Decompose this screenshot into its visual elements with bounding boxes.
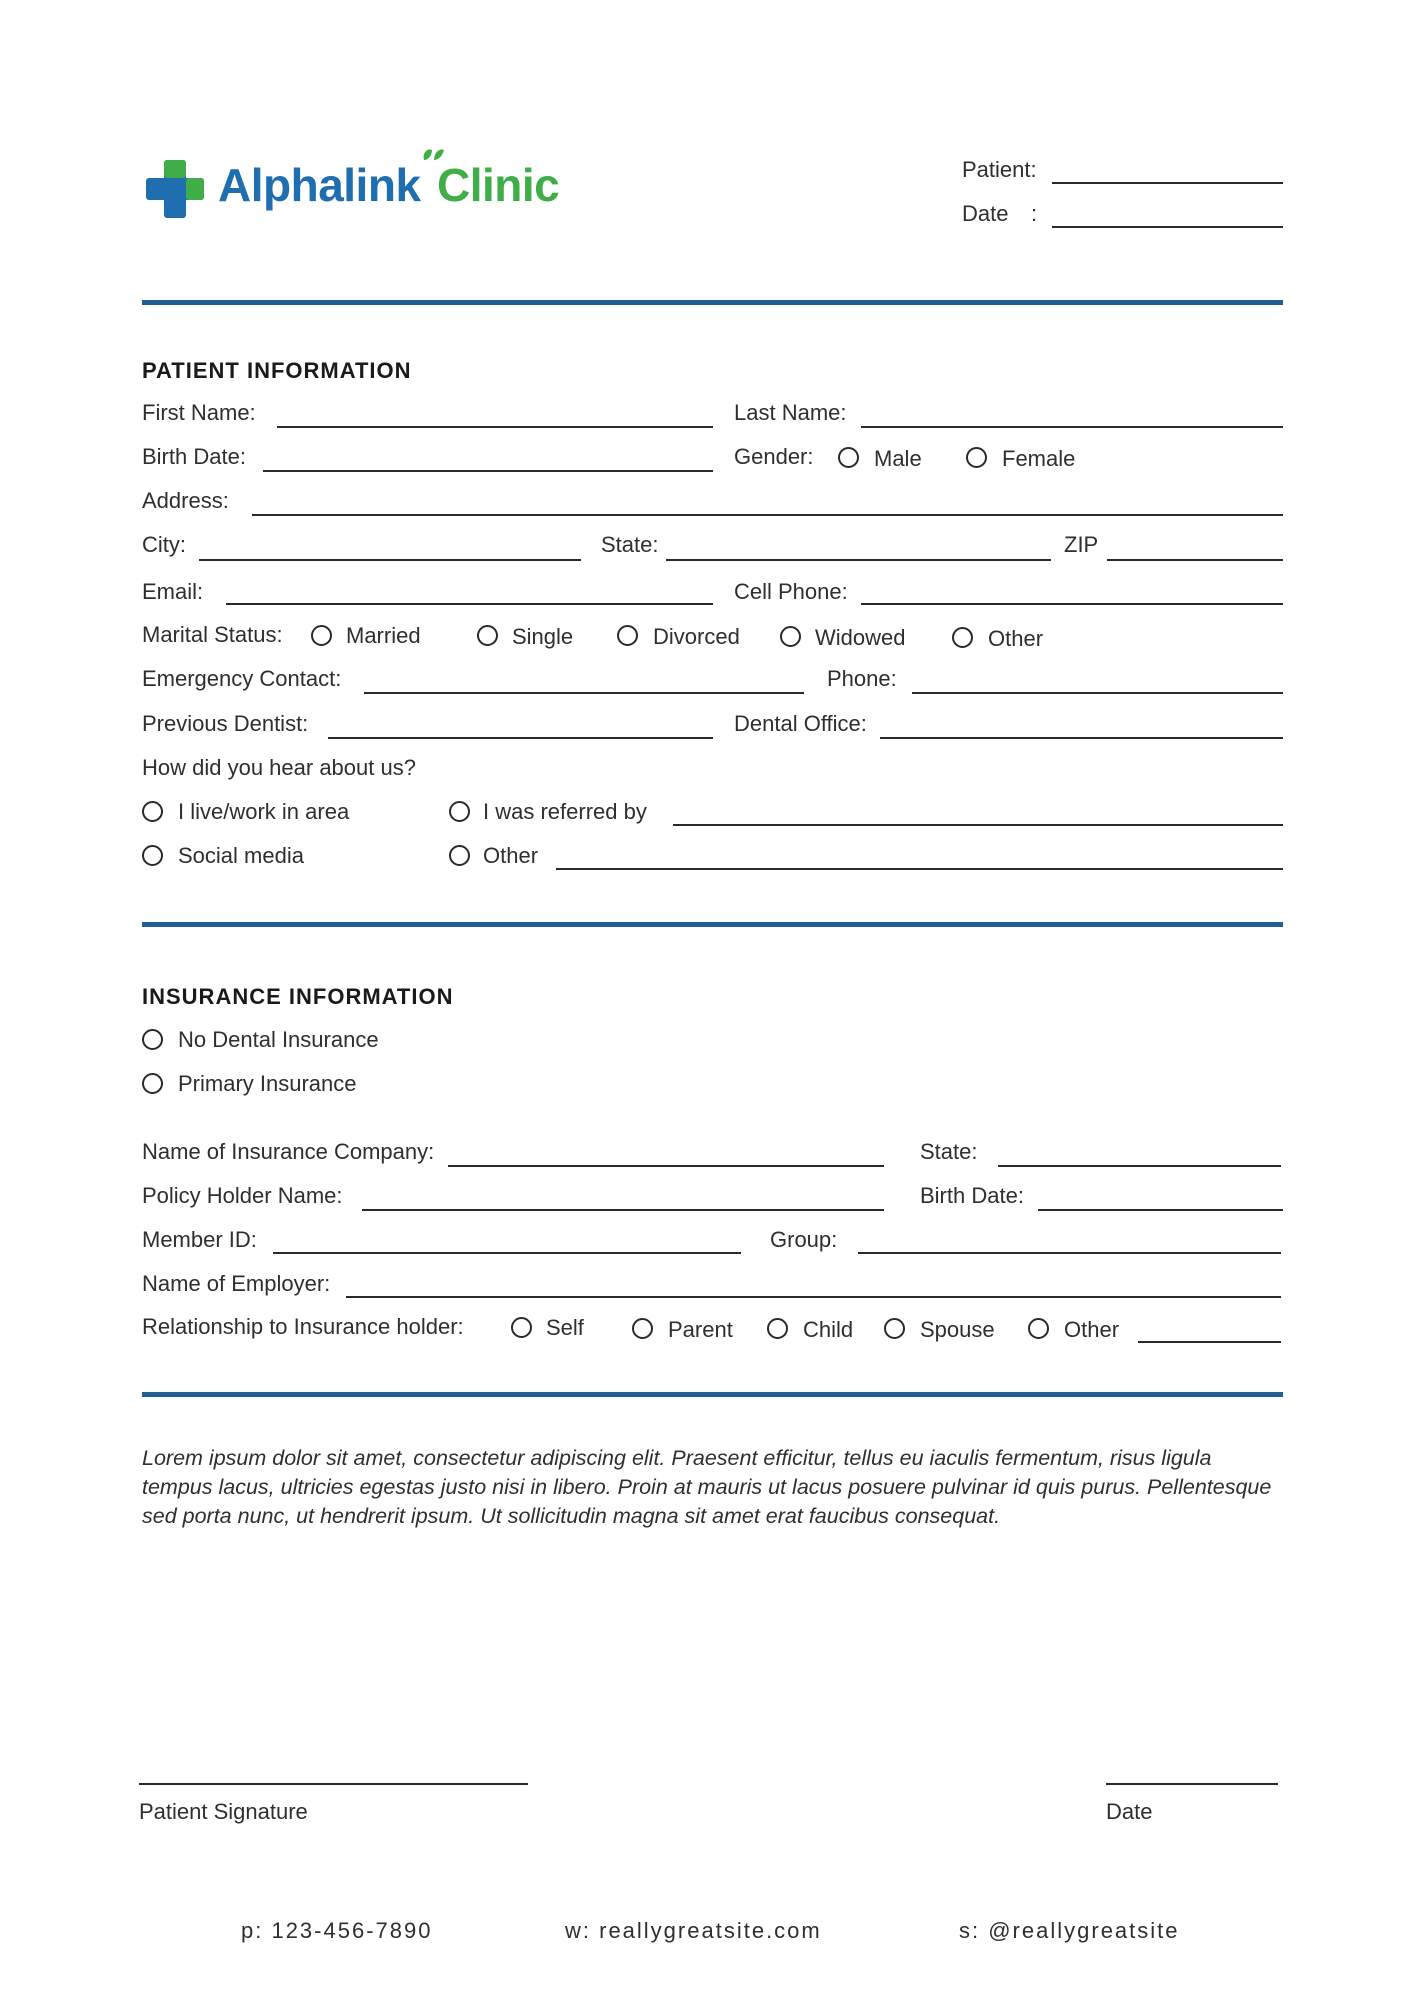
date-label: Date bbox=[962, 201, 1009, 226]
cell-phone-field[interactable] bbox=[861, 603, 1283, 605]
marital-other-label: Other bbox=[988, 626, 1044, 651]
relationship-other-label: Other bbox=[1064, 1317, 1120, 1342]
hear-social-radio[interactable] bbox=[142, 845, 163, 866]
relationship-child-radio[interactable] bbox=[767, 1318, 788, 1339]
insurance-info-heading: INSURANCE INFORMATION bbox=[142, 984, 454, 1009]
signature-date-label: Date bbox=[1106, 1799, 1153, 1824]
gender-label: Gender: bbox=[734, 444, 814, 469]
policy-holder-label: Policy Holder Name: bbox=[142, 1183, 343, 1208]
email-label: Email: bbox=[142, 579, 204, 604]
footer-website[interactable]: w: reallygreatsite.com bbox=[565, 1918, 822, 1943]
referred-by-field[interactable] bbox=[673, 824, 1283, 826]
relationship-label: Relationship to Insurance holder: bbox=[142, 1314, 464, 1339]
marital-married-label: Married bbox=[346, 623, 421, 648]
medical-cross-icon bbox=[144, 158, 206, 220]
policy-holder-field[interactable] bbox=[362, 1209, 884, 1211]
relationship-parent-label: Parent bbox=[668, 1317, 733, 1342]
patient-signature-field[interactable] bbox=[139, 1783, 528, 1785]
header-divider bbox=[142, 300, 1283, 305]
insurance-state-label: State: bbox=[920, 1139, 978, 1164]
zip-field[interactable] bbox=[1107, 559, 1283, 561]
marital-divorced-radio[interactable] bbox=[617, 625, 638, 646]
marital-widowed-radio[interactable] bbox=[780, 626, 801, 647]
hear-social-label: Social media bbox=[178, 843, 304, 868]
emergency-contact-field[interactable] bbox=[364, 692, 804, 694]
date-field[interactable] bbox=[1052, 226, 1283, 228]
relationship-other-field[interactable] bbox=[1138, 1341, 1281, 1343]
no-dental-insurance-label: No Dental Insurance bbox=[178, 1027, 379, 1052]
city-field[interactable] bbox=[199, 559, 581, 561]
marital-status-label: Marital Status: bbox=[142, 622, 283, 647]
hear-other-field[interactable] bbox=[556, 868, 1283, 870]
disclaimer-text: Lorem ipsum dolor sit amet, consectetur adipiscing elit. Praesent efficitur, tellus eu iaculis fermentum, risus ligula tempus lacus, ultricies egestas justo nisi in libero. Proin at mauris ut lacus posuere pulvinar id quis purus. Pellentesque sed porta nunc, ut hendrerit ipsum. Ut sollicitudin magna sit amet erat faucibus consequat. bbox=[142, 1446, 1272, 1528]
relationship-child-label: Child bbox=[803, 1317, 854, 1342]
address-label: Address: bbox=[142, 488, 229, 513]
insurance-section-divider bbox=[142, 1392, 1283, 1397]
state-label: State: bbox=[601, 532, 659, 557]
previous-dentist-label: Previous Dentist: bbox=[142, 711, 309, 736]
first-name-field[interactable] bbox=[277, 426, 713, 428]
emergency-contact-label: Emergency Contact: bbox=[142, 666, 342, 691]
hear-area-radio[interactable] bbox=[142, 801, 163, 822]
relationship-spouse-radio[interactable] bbox=[884, 1318, 905, 1339]
marital-single-radio[interactable] bbox=[477, 625, 498, 646]
dental-office-label: Dental Office: bbox=[734, 711, 867, 736]
email-field[interactable] bbox=[226, 603, 713, 605]
patient-label: Patient: bbox=[962, 157, 1037, 182]
employer-field[interactable] bbox=[346, 1296, 1281, 1298]
marital-other-radio[interactable] bbox=[952, 627, 973, 648]
gender-female-radio[interactable] bbox=[966, 447, 987, 468]
first-name-label: First Name: bbox=[142, 400, 256, 425]
clinic-logo bbox=[144, 140, 574, 220]
last-name-field[interactable] bbox=[861, 426, 1283, 428]
employer-label: Name of Employer: bbox=[142, 1271, 331, 1296]
marital-divorced-label: Divorced bbox=[653, 624, 740, 649]
hear-referred-label: I was referred by bbox=[483, 799, 647, 824]
address-field[interactable] bbox=[252, 514, 1283, 516]
group-label: Group: bbox=[770, 1227, 838, 1252]
footer-phone: p: 123-456-7890 bbox=[241, 1918, 433, 1943]
signature-date-field[interactable] bbox=[1106, 1783, 1278, 1785]
cell-phone-label: Cell Phone: bbox=[734, 579, 848, 604]
previous-dentist-field[interactable] bbox=[328, 737, 713, 739]
relationship-parent-radio[interactable] bbox=[632, 1318, 653, 1339]
birth-date-field[interactable] bbox=[263, 470, 713, 472]
hear-referred-radio[interactable] bbox=[449, 801, 470, 822]
patient-section-divider bbox=[142, 922, 1283, 927]
last-name-label: Last Name: bbox=[734, 400, 847, 425]
member-id-label: Member ID: bbox=[142, 1227, 257, 1252]
hear-about-label: How did you hear about us? bbox=[142, 755, 416, 780]
relationship-self-radio[interactable] bbox=[511, 1317, 532, 1338]
dental-office-field[interactable] bbox=[880, 737, 1283, 739]
patient-field[interactable] bbox=[1052, 182, 1283, 184]
hear-area-label: I live/work in area bbox=[178, 799, 350, 824]
no-dental-insurance-radio[interactable] bbox=[142, 1029, 163, 1050]
logo-name-secondary: Clinic bbox=[437, 159, 560, 211]
zip-label: ZIP bbox=[1064, 532, 1099, 557]
insurance-birth-date-field[interactable] bbox=[1038, 1209, 1283, 1211]
insurance-company-label: Name of Insurance Company: bbox=[142, 1139, 435, 1164]
group-field[interactable] bbox=[858, 1252, 1281, 1254]
member-id-field[interactable] bbox=[273, 1252, 741, 1254]
gender-male-radio[interactable] bbox=[838, 447, 859, 468]
relationship-other-radio[interactable] bbox=[1028, 1318, 1049, 1339]
marital-married-radio[interactable] bbox=[311, 625, 332, 646]
hear-other-radio[interactable] bbox=[449, 845, 470, 866]
primary-insurance-radio[interactable] bbox=[142, 1073, 163, 1094]
leaf-icon bbox=[420, 144, 446, 164]
gender-female-label: Female bbox=[1002, 446, 1076, 471]
state-field[interactable] bbox=[666, 559, 1051, 561]
patient-signature-label: Patient Signature bbox=[139, 1799, 308, 1824]
date-colon: : bbox=[1031, 201, 1038, 226]
insurance-company-field[interactable] bbox=[448, 1165, 884, 1167]
relationship-self-label: Self bbox=[546, 1315, 584, 1340]
hear-other-label: Other bbox=[483, 843, 539, 868]
emergency-phone-label: Phone: bbox=[827, 666, 897, 691]
patient-info-heading: PATIENT INFORMATION bbox=[142, 358, 412, 383]
gender-male-label: Male bbox=[874, 446, 922, 471]
insurance-state-field[interactable] bbox=[998, 1165, 1281, 1167]
birth-date-label: Birth Date: bbox=[142, 444, 246, 469]
marital-widowed-label: Widowed bbox=[815, 625, 906, 650]
city-label: City: bbox=[142, 532, 186, 557]
footer-social[interactable]: s: @reallygreatsite bbox=[959, 1918, 1180, 1943]
insurance-birth-date-label: Birth Date: bbox=[920, 1183, 1024, 1208]
primary-insurance-label: Primary Insurance bbox=[178, 1071, 357, 1096]
marital-single-label: Single bbox=[512, 624, 574, 649]
relationship-spouse-label: Spouse bbox=[920, 1317, 995, 1342]
logo-name-primary: Alphalink bbox=[218, 159, 421, 211]
emergency-phone-field[interactable] bbox=[912, 692, 1283, 694]
